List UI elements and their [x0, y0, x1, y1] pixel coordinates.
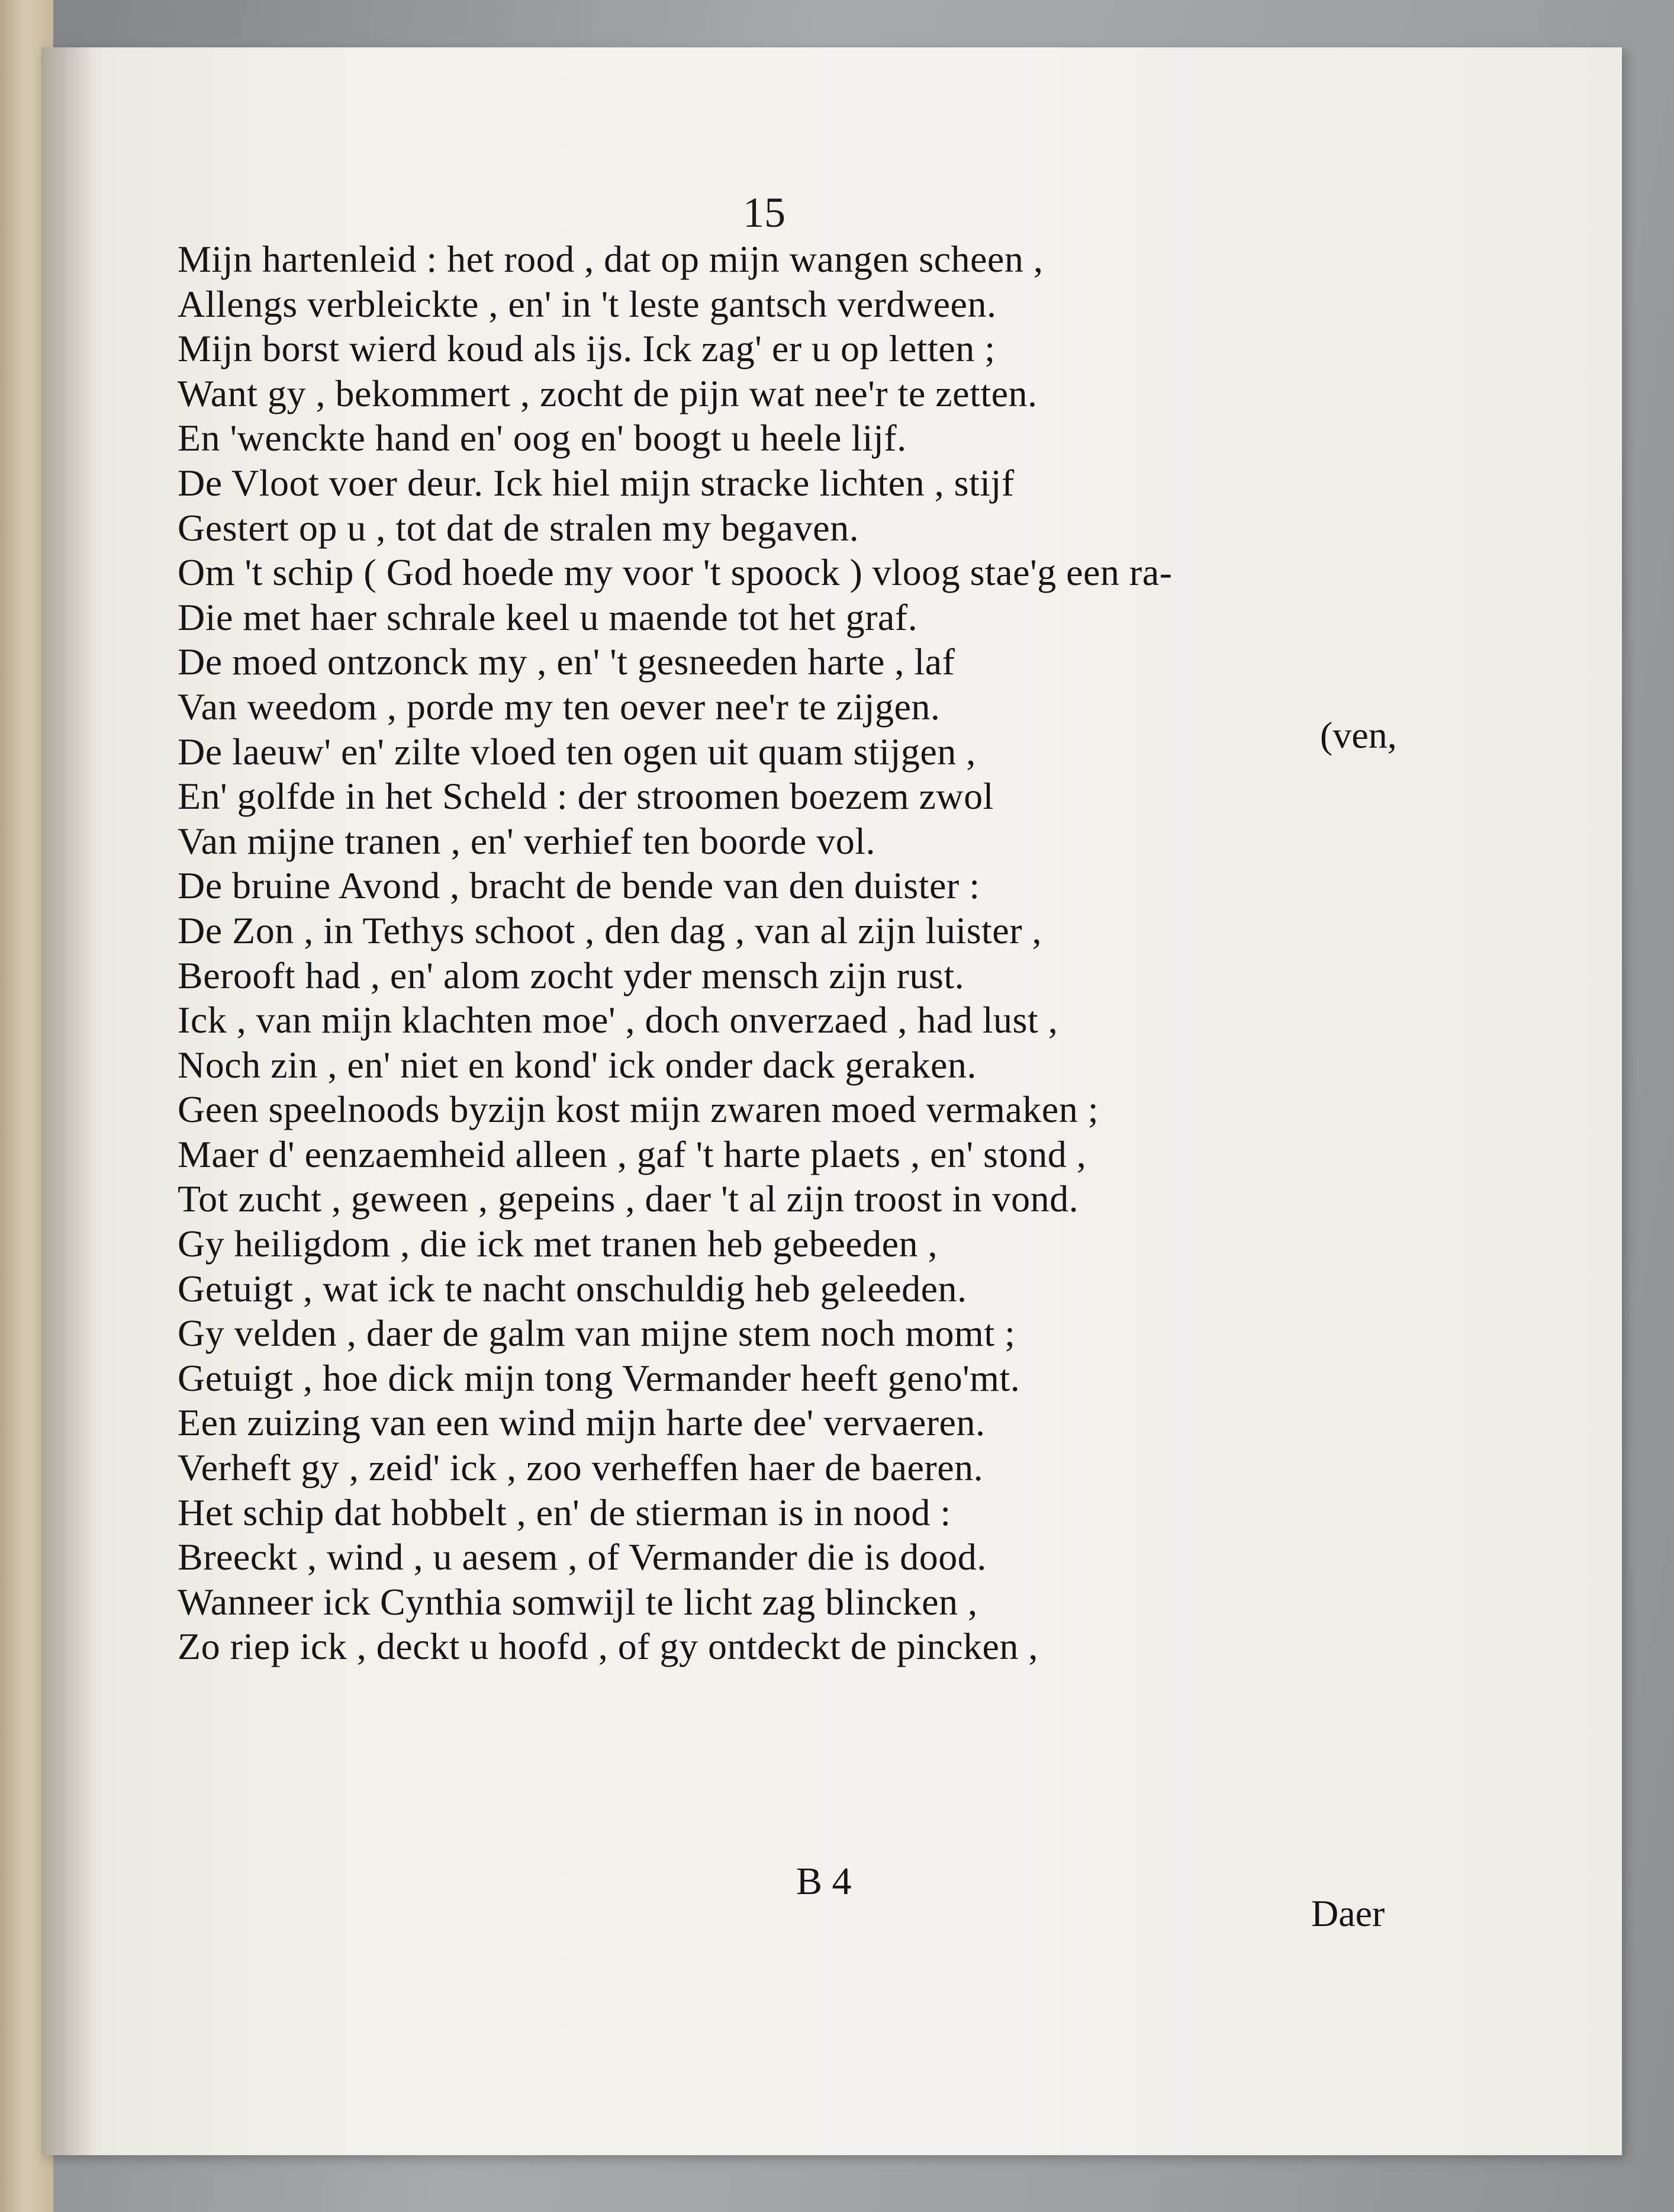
text-line: Het schip dat hobbelt , en' de stierman is in nood :: [178, 1491, 951, 1533]
text-line: Allengs verbleickte , en' in 't leste gantsch verdween.: [178, 282, 997, 325]
text-line: Geen speelnoods byzijn kost mijn zwaren moed vermaken ;: [178, 1088, 1099, 1131]
text-line: Mijn hartenleid : het rood , dat op mijn wangen scheen ,: [178, 238, 1044, 280]
text-line: De Vloot voer deur. Ick hiel mijn stracke lichten , stijf: [178, 461, 1015, 504]
text-line: Van weedom , porde my ten oever nee'r te zijgen.: [178, 685, 941, 728]
page-number: 15: [743, 189, 786, 236]
text-line: Berooft had , en' alom zocht yder mensch zijn rust.: [178, 954, 965, 996]
text-line: Want gy , bekommert , zocht de pijn wat nee'r te zetten.: [178, 372, 1038, 414]
text-line: De Zon , in Tethys schoot , den dag , van al zijn luister ,: [178, 909, 1042, 951]
text-line: Noch zin , en' niet en kond' ick onder dack geraken.: [178, 1043, 977, 1086]
text-line: En' golfde in het Scheld : der stroomen boezem zwol: [178, 775, 994, 818]
text-line: Die met haer schrale keel u maende tot het graf.: [178, 596, 918, 638]
text-line: Een zuizing van een wind mijn harte dee' vervaeren.: [178, 1401, 986, 1444]
text-line: En 'wenckte hand en' oog en' boogt u heele lijf.: [178, 417, 907, 459]
catchword: Daer: [1311, 1892, 1385, 1934]
text-line: Gy heiligdom , die ick met tranen heb gebeeden ,: [178, 1223, 938, 1265]
text-line: Wanneer ick Cynthia somwijl te licht zag blincken ,: [178, 1580, 978, 1623]
text-line: Tot zucht , geween , gepeins , daer 't al zijn troost in vond.: [178, 1178, 1079, 1220]
text-line: Breeckt , wind , u aesem , of Vermander die is dood.: [178, 1536, 987, 1578]
text-line: Gy velden , daer de galm van mijne stem noch momt ;: [178, 1312, 1016, 1355]
text-line: Gestert op u , tot dat de stralen my begaven.: [178, 506, 859, 549]
text-line: De moed ontzonck my , en' 't gesneeden harte , laf: [178, 641, 955, 683]
turnover-text: (ven,: [1320, 714, 1397, 756]
text-line: Getuigt , wat ick te nacht onschuldig heb geleeden.: [178, 1267, 967, 1310]
text-line: Maer d' eenzaemheid alleen , gaf 't harte plaets , en' stond ,: [178, 1133, 1087, 1175]
text-line: Verheft gy , zeid' ick , zoo verheffen haer de baeren.: [178, 1446, 984, 1489]
poem-text: [178, 237, 1450, 1669]
text-line: Ick , van mijn klachten moe' , doch onverzaed , had lust ,: [178, 999, 1058, 1041]
signature-mark: B 4: [796, 1860, 852, 1903]
text-line: Getuigt , hoe dick mijn tong Vermander heeft geno'mt.: [178, 1356, 1021, 1399]
text-line: De bruine Avond , bracht de bende van den duister :: [178, 864, 980, 907]
text-line: De laeuw' en' zilte vloed ten ogen uit quam stijgen ,: [178, 730, 976, 773]
text-line: Om 't schip ( God hoede my voor 't spoock ) vloog stae'g een ra-: [178, 551, 1173, 594]
page-gutter-shadow: [41, 47, 95, 2155]
text-line: Van mijne tranen , en' verhief ten boorde vol.: [178, 819, 876, 862]
text-line: Mijn borst wierd koud als ijs. Ick zag' er u op letten ;: [178, 327, 996, 370]
text-line: Zo riep ick , deckt u hoofd , of gy ontdeckt de pincken ,: [178, 1625, 1038, 1668]
